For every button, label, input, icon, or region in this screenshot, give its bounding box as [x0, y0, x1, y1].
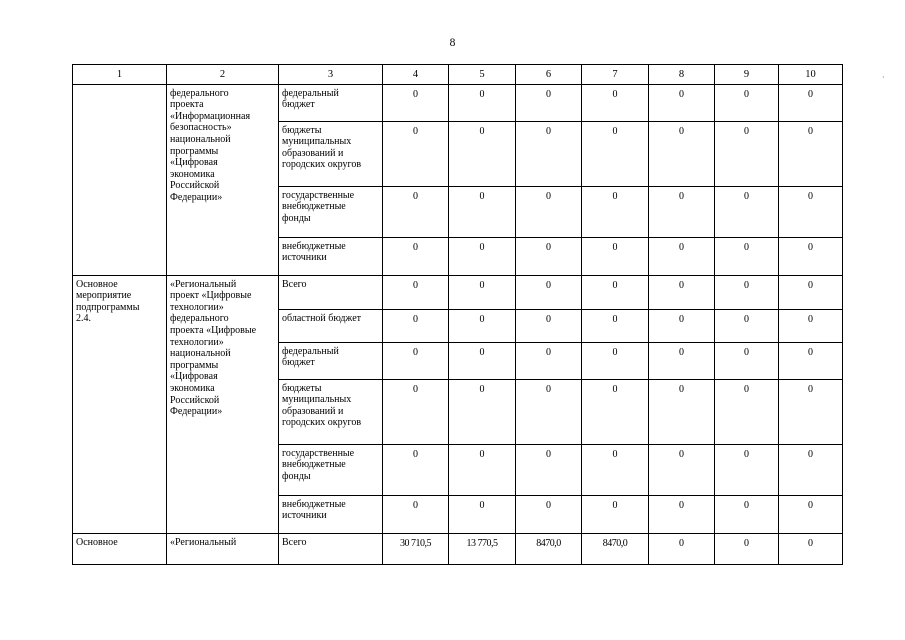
value-cell: 0	[449, 275, 516, 309]
value-cell: 0	[516, 84, 582, 121]
value-cell: 0	[649, 495, 715, 533]
activity-text: Основное	[76, 536, 118, 548]
value-cell: 0	[715, 121, 779, 186]
value-cell: 0	[582, 237, 649, 275]
value-cell: 0	[715, 275, 779, 309]
value-cell: 0	[449, 121, 516, 186]
value-cell: 0	[449, 186, 516, 237]
value-cell: 0	[383, 275, 449, 309]
column-header: 6	[516, 65, 582, 85]
column-header: 7	[582, 65, 649, 85]
funding-source-cell	[279, 275, 383, 309]
funding-source-cell	[279, 379, 383, 444]
value-cell: 0	[516, 309, 582, 342]
value-cell: 0	[516, 186, 582, 237]
value-cell: 0	[449, 237, 516, 275]
value-cell: 0	[516, 379, 582, 444]
funding-source-cell	[279, 533, 383, 564]
value-cell: 0	[779, 121, 843, 186]
value-cell: 0	[383, 186, 449, 237]
value-cell: 0	[649, 84, 715, 121]
table-row	[73, 84, 843, 121]
value-cell: 0	[715, 495, 779, 533]
project-cell	[167, 533, 279, 564]
value-cell: 0	[449, 444, 516, 495]
value-cell: 0	[649, 121, 715, 186]
value-cell: 0	[649, 275, 715, 309]
value-cell: 0	[582, 309, 649, 342]
value-cell: 0	[449, 309, 516, 342]
value-cell: 0	[582, 84, 649, 121]
value-cell: 13 770,5	[449, 533, 516, 564]
value-cell: 0	[383, 342, 449, 379]
value-cell: 0	[779, 237, 843, 275]
funding-source-cell	[279, 84, 383, 121]
value-cell: 0	[779, 533, 843, 564]
funding-source-text: областной бюджет	[282, 312, 362, 324]
funding-source-text: Всего	[282, 278, 307, 290]
value-cell: 0	[582, 275, 649, 309]
value-cell: 0	[715, 186, 779, 237]
value-cell: 0	[715, 444, 779, 495]
funding-source-cell	[279, 186, 383, 237]
value-cell: 0	[383, 495, 449, 533]
value-cell: 0	[649, 237, 715, 275]
project-cell	[167, 84, 279, 275]
value-cell: 0	[649, 444, 715, 495]
project-text: «Региональный проект «Цифровые технологии» федерального проекта «Цифровые технологии» национальной программы «Цифровая экономика Российской Федерации»	[170, 278, 257, 418]
funding-source-text: федеральный бюджет	[282, 87, 339, 111]
funding-source-cell	[279, 121, 383, 186]
activity-cell	[73, 533, 167, 564]
value-cell: 0	[779, 275, 843, 309]
funding-source-cell	[279, 495, 383, 533]
table-body	[73, 65, 843, 565]
value-cell: 0	[715, 237, 779, 275]
value-cell: 0	[449, 495, 516, 533]
value-cell: 0	[383, 379, 449, 444]
value-cell: 0	[383, 121, 449, 186]
value-cell: 0	[779, 309, 843, 342]
column-header: 9	[715, 65, 779, 85]
value-cell: 0	[779, 444, 843, 495]
column-header: 5	[449, 65, 516, 85]
value-cell: 0	[582, 121, 649, 186]
value-cell: 0	[779, 495, 843, 533]
value-cell: 0	[383, 444, 449, 495]
value-cell: 0	[779, 342, 843, 379]
value-cell: 0	[582, 444, 649, 495]
column-header: 2	[167, 65, 279, 85]
value-cell: 0	[715, 84, 779, 121]
value-cell: 0	[715, 533, 779, 564]
value-cell: 0	[449, 342, 516, 379]
value-cell: 0	[779, 186, 843, 237]
value-cell: 0	[715, 309, 779, 342]
column-header: 1	[73, 65, 167, 85]
project-text: федерального проекта «Информационная безопасность» национальной программы «Цифровая экономика Российской Федерации»	[170, 87, 251, 203]
value-cell: 8470,0	[516, 533, 582, 564]
funding-source-text: федеральный бюджет	[282, 345, 339, 369]
value-cell: 0	[449, 84, 516, 121]
funding-source-text: внебюджетные источники	[282, 240, 346, 264]
project-cell	[167, 275, 279, 533]
table-row	[73, 533, 843, 564]
funding-source-text: государственные внебюджетные фонды	[282, 447, 355, 482]
value-cell: 0	[649, 309, 715, 342]
value-cell: 0	[516, 121, 582, 186]
value-cell: 0	[383, 309, 449, 342]
funding-source-cell	[279, 342, 383, 379]
value-cell: 0	[383, 84, 449, 121]
funding-table	[72, 64, 843, 565]
funding-source-text: государственные внебюджетные фонды	[282, 189, 355, 224]
value-cell: 0	[649, 379, 715, 444]
funding-source-text: Всего	[282, 536, 307, 548]
funding-source-text: бюджеты муниципальных образований и городских округов	[282, 382, 362, 429]
funding-source-text: бюджеты муниципальных образований и городских округов	[282, 124, 362, 171]
activity-text: Основное мероприятие подпрограммы 2.4.	[76, 278, 140, 325]
value-cell: 0	[582, 342, 649, 379]
value-cell: 0	[516, 444, 582, 495]
funding-source-text: внебюджетные источники	[282, 498, 346, 522]
header-row	[73, 65, 843, 85]
value-cell: 0	[516, 237, 582, 275]
value-cell: 8470,0	[582, 533, 649, 564]
column-header: 10	[779, 65, 843, 85]
activity-cell	[73, 84, 167, 275]
column-header: 8	[649, 65, 715, 85]
value-cell: 0	[715, 379, 779, 444]
column-header: 3	[279, 65, 383, 85]
project-text: «Региональный	[170, 536, 237, 548]
value-cell: 0	[649, 342, 715, 379]
activity-cell	[73, 275, 167, 533]
value-cell: 0	[516, 342, 582, 379]
value-cell: 0	[779, 379, 843, 444]
column-header: 4	[383, 65, 449, 85]
value-cell: 0	[516, 495, 582, 533]
stray-mark: ·	[882, 73, 885, 82]
value-cell: 0	[449, 379, 516, 444]
value-cell: 0	[582, 495, 649, 533]
funding-source-cell	[279, 444, 383, 495]
value-cell: 0	[649, 186, 715, 237]
value-cell: 0	[582, 186, 649, 237]
funding-source-cell	[279, 237, 383, 275]
value-cell: 0	[582, 379, 649, 444]
value-cell: 0	[516, 275, 582, 309]
table-row	[73, 275, 843, 309]
page-number: 8	[449, 37, 456, 49]
funding-source-cell	[279, 309, 383, 342]
value-cell: 0	[779, 84, 843, 121]
value-cell: 0	[383, 237, 449, 275]
value-cell: 30 710,5	[383, 533, 449, 564]
value-cell: 0	[715, 342, 779, 379]
value-cell: 0	[649, 533, 715, 564]
